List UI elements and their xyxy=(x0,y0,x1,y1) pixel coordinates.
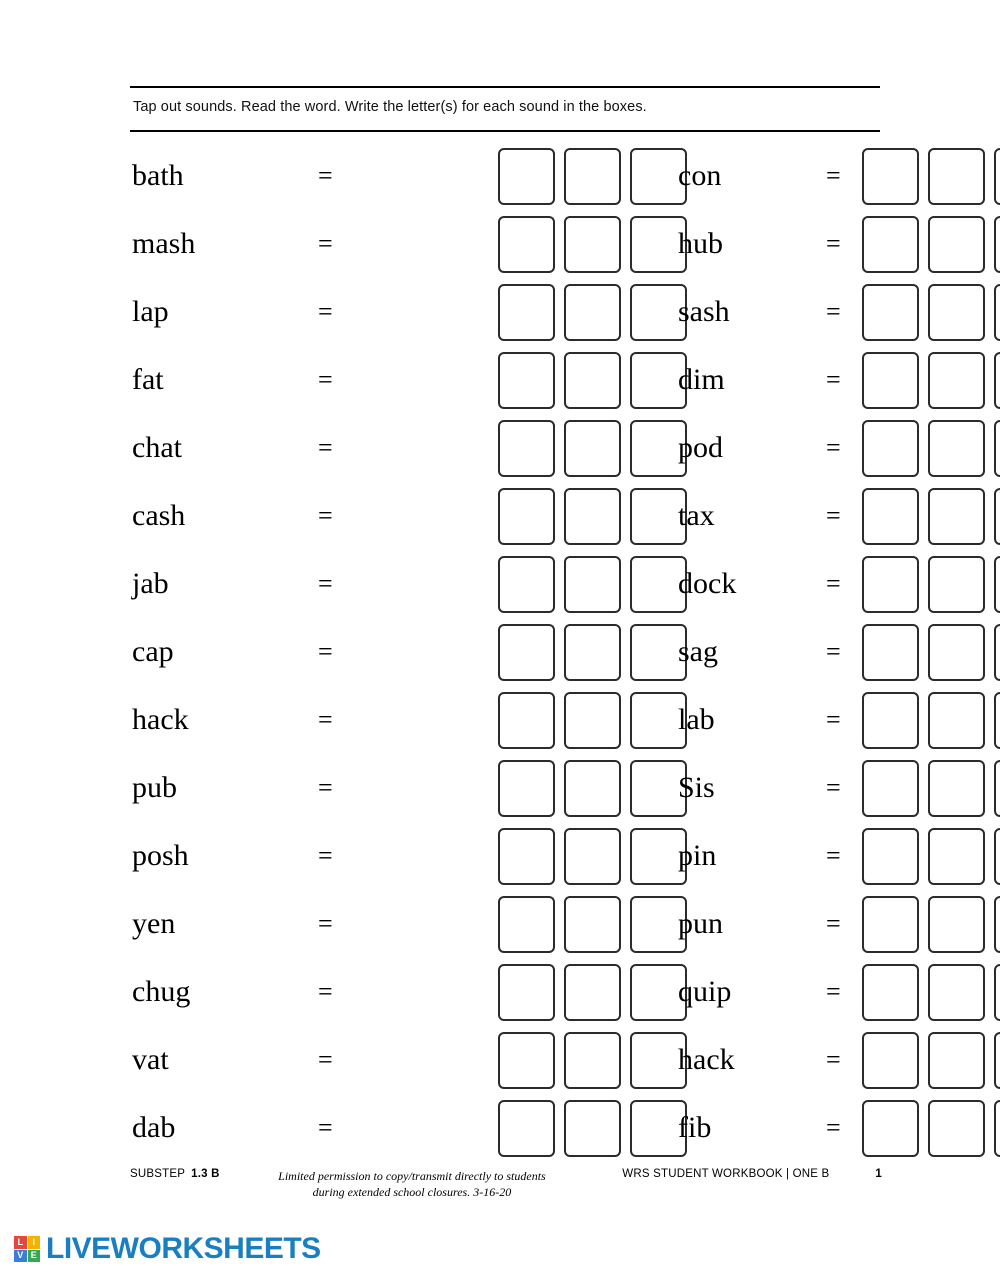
answer-box[interactable] xyxy=(928,828,985,885)
answer-box[interactable] xyxy=(564,488,621,545)
answer-box[interactable] xyxy=(564,828,621,885)
answer-boxes-group xyxy=(498,414,676,482)
equals-sign: = xyxy=(826,297,841,326)
word-label: posh xyxy=(132,839,189,872)
answer-box[interactable] xyxy=(498,964,555,1021)
word-label: lab xyxy=(678,703,715,736)
answer-box[interactable] xyxy=(498,692,555,749)
answer-box[interactable] xyxy=(498,896,555,953)
answer-box[interactable] xyxy=(928,284,985,341)
word-label: cash xyxy=(132,499,186,532)
logo-letter-i: I xyxy=(28,1236,41,1249)
equals-sign: = xyxy=(318,569,333,598)
equals-sign: = xyxy=(318,773,333,802)
answer-box[interactable] xyxy=(994,828,1000,885)
book-title: WRS STUDENT WORKBOOK | ONE B xyxy=(622,1168,830,1180)
word-label: hack xyxy=(678,1043,735,1076)
answer-box[interactable] xyxy=(994,284,1000,341)
answer-box[interactable] xyxy=(994,148,1000,205)
answer-box[interactable] xyxy=(928,964,985,1021)
word-label: sag xyxy=(678,635,718,668)
word-label: yen xyxy=(132,907,176,940)
answer-box[interactable] xyxy=(498,556,555,613)
answer-box[interactable] xyxy=(498,760,555,817)
answer-box[interactable] xyxy=(994,692,1000,749)
right-column-cell xyxy=(676,1026,880,1094)
answer-box[interactable] xyxy=(498,488,555,545)
equals-sign: = xyxy=(826,365,841,394)
equals-sign: = xyxy=(318,297,333,326)
right-column-cell xyxy=(676,482,880,550)
answer-box[interactable] xyxy=(862,624,919,681)
permission-line-1: Limited permission to copy/transmit directly to students xyxy=(278,1169,546,1183)
answer-box[interactable] xyxy=(928,624,985,681)
equals-sign: = xyxy=(826,501,841,530)
answer-box[interactable] xyxy=(862,760,919,817)
substep-value: 1.3 B xyxy=(191,1168,220,1180)
right-column-cell xyxy=(676,550,880,618)
answer-box[interactable] xyxy=(564,624,621,681)
permission-line-2: during extended school closures. 3-16-20 xyxy=(312,1185,512,1200)
equals-sign: = xyxy=(826,229,841,258)
word-label: fib xyxy=(678,1111,712,1144)
answer-box[interactable] xyxy=(498,1032,555,1089)
answer-boxes-group xyxy=(498,822,676,890)
answer-boxes-group xyxy=(498,550,676,618)
answer-box[interactable] xyxy=(862,352,919,409)
answer-box[interactable] xyxy=(862,964,919,1021)
answer-box[interactable] xyxy=(928,216,985,273)
answer-box[interactable] xyxy=(498,352,555,409)
answer-box[interactable] xyxy=(498,624,555,681)
right-column-cell xyxy=(676,958,880,1026)
equals-sign: = xyxy=(318,977,333,1006)
word-label: pub xyxy=(132,771,177,804)
answer-box[interactable] xyxy=(564,216,621,273)
right-column-cell xyxy=(676,142,880,210)
word-label: pod xyxy=(678,431,723,464)
answer-box[interactable] xyxy=(928,896,985,953)
answer-box[interactable] xyxy=(862,216,919,273)
word-label: hub xyxy=(678,227,723,260)
footer-book-info xyxy=(622,1168,882,1180)
answer-boxes-group xyxy=(498,278,676,346)
word-label: sash xyxy=(678,295,730,328)
right-column-cell xyxy=(676,618,880,686)
word-label: chat xyxy=(132,431,182,464)
answer-box[interactable] xyxy=(862,284,919,341)
answer-box[interactable] xyxy=(564,420,621,477)
equals-sign: = xyxy=(318,705,333,734)
answer-box[interactable] xyxy=(928,1100,985,1157)
logo-letter-e: E xyxy=(28,1250,41,1263)
answer-box[interactable] xyxy=(928,1032,985,1089)
right-column-cell xyxy=(676,414,880,482)
answer-boxes-group xyxy=(498,958,676,1026)
footer-substep xyxy=(130,1168,220,1180)
answer-box[interactable] xyxy=(498,1100,555,1157)
answer-box[interactable] xyxy=(498,284,555,341)
equals-sign: = xyxy=(318,841,333,870)
answer-boxes-group xyxy=(498,482,676,550)
word-label: bath xyxy=(132,159,184,192)
answer-box[interactable] xyxy=(862,828,919,885)
right-column-cell xyxy=(676,822,880,890)
answer-box[interactable] xyxy=(564,692,621,749)
answer-box[interactable] xyxy=(564,896,621,953)
answer-box[interactable] xyxy=(564,760,621,817)
right-column-cell xyxy=(676,1094,880,1162)
word-label: quip xyxy=(678,975,732,1008)
liveworksheets-logo-icon xyxy=(14,1236,40,1262)
answer-box[interactable] xyxy=(862,1100,919,1157)
answer-box[interactable] xyxy=(928,352,985,409)
equals-sign: = xyxy=(826,705,841,734)
answer-box[interactable] xyxy=(564,148,621,205)
instructions-text: Tap out sounds. Read the word. Write the letter(s) for each sound in the boxes. xyxy=(133,99,647,115)
liveworksheets-branding[interactable] xyxy=(14,1232,321,1266)
word-label: lap xyxy=(132,295,169,328)
answer-box[interactable] xyxy=(928,420,985,477)
answer-box[interactable] xyxy=(994,352,1000,409)
word-label: chug xyxy=(132,975,191,1008)
answer-box[interactable] xyxy=(498,828,555,885)
liveworksheets-wordmark: LIVEWORKSHEETS xyxy=(46,1232,321,1265)
right-column-cell xyxy=(676,210,880,278)
footer-permission xyxy=(262,1168,562,1200)
equals-sign: = xyxy=(826,1113,841,1142)
answer-box[interactable] xyxy=(928,148,985,205)
word-label: cap xyxy=(132,635,174,668)
word-label: fat xyxy=(132,363,164,396)
answer-box[interactable] xyxy=(564,964,621,1021)
answer-box[interactable] xyxy=(498,148,555,205)
answer-box[interactable] xyxy=(564,1100,621,1157)
equals-sign: = xyxy=(318,501,333,530)
right-column-cell xyxy=(676,278,880,346)
equals-sign: = xyxy=(826,637,841,666)
word-label: Sis xyxy=(678,771,715,804)
answer-box[interactable] xyxy=(994,488,1000,545)
word-label: hack xyxy=(132,703,189,736)
right-column-cell xyxy=(676,754,880,822)
answer-box[interactable] xyxy=(862,896,919,953)
answer-box[interactable] xyxy=(928,488,985,545)
word-label: vat xyxy=(132,1043,169,1076)
answer-boxes-group xyxy=(498,1094,676,1162)
answer-box[interactable] xyxy=(928,556,985,613)
answer-box[interactable] xyxy=(564,556,621,613)
answer-box[interactable] xyxy=(498,216,555,273)
equals-sign: = xyxy=(318,1113,333,1142)
answer-box[interactable] xyxy=(994,964,1000,1021)
answer-boxes-group xyxy=(498,346,676,414)
answer-box[interactable] xyxy=(862,556,919,613)
answer-boxes-group xyxy=(498,890,676,958)
logo-letter-v: V xyxy=(14,1250,27,1263)
answer-box[interactable] xyxy=(564,352,621,409)
answer-box[interactable] xyxy=(994,1100,1000,1157)
answer-box[interactable] xyxy=(994,760,1000,817)
answer-box[interactable] xyxy=(862,420,919,477)
answer-boxes-group xyxy=(498,1026,676,1094)
answer-box[interactable] xyxy=(862,148,919,205)
answer-box[interactable] xyxy=(564,1032,621,1089)
equals-sign: = xyxy=(318,161,333,190)
word-label: con xyxy=(678,159,722,192)
answer-boxes-group xyxy=(498,142,676,210)
equals-sign: = xyxy=(318,433,333,462)
equals-sign: = xyxy=(826,569,841,598)
word-label: pin xyxy=(678,839,717,872)
word-label: jab xyxy=(132,567,169,600)
equals-sign: = xyxy=(826,773,841,802)
worksheet-body xyxy=(130,86,880,1162)
equals-sign: = xyxy=(318,637,333,666)
answer-boxes-group xyxy=(498,618,676,686)
word-label: dock xyxy=(678,567,737,600)
answer-box[interactable] xyxy=(994,1032,1000,1089)
answer-box[interactable] xyxy=(994,420,1000,477)
equals-sign: = xyxy=(826,433,841,462)
word-label: tax xyxy=(678,499,715,532)
right-column-cell xyxy=(676,890,880,958)
right-column-cell xyxy=(676,346,880,414)
equals-sign: = xyxy=(318,909,333,938)
word-label: dab xyxy=(132,1111,176,1144)
equals-sign: = xyxy=(826,841,841,870)
answer-box[interactable] xyxy=(862,488,919,545)
substep-label: SUBSTEP xyxy=(130,1168,186,1180)
equals-sign: = xyxy=(318,365,333,394)
logo-letter-l: L xyxy=(14,1236,27,1249)
equals-sign: = xyxy=(826,909,841,938)
answer-box[interactable] xyxy=(862,692,919,749)
equals-sign: = xyxy=(318,1045,333,1074)
page-number: 1 xyxy=(875,1168,882,1180)
answer-box[interactable] xyxy=(994,216,1000,273)
answer-boxes-group xyxy=(498,754,676,822)
equals-sign: = xyxy=(826,161,841,190)
page-footer xyxy=(130,1168,882,1200)
word-label: mash xyxy=(132,227,196,260)
answer-box[interactable] xyxy=(994,624,1000,681)
equals-sign: = xyxy=(318,229,333,258)
answer-boxes-group xyxy=(498,210,676,278)
equals-sign: = xyxy=(826,1045,841,1074)
answer-box[interactable] xyxy=(928,760,985,817)
word-label: pun xyxy=(678,907,723,940)
answer-box[interactable] xyxy=(994,556,1000,613)
word-label: dim xyxy=(678,363,725,396)
answer-box[interactable] xyxy=(564,284,621,341)
answer-box[interactable] xyxy=(862,1032,919,1089)
answer-box[interactable] xyxy=(498,420,555,477)
answer-box[interactable] xyxy=(994,896,1000,953)
equals-sign: = xyxy=(826,977,841,1006)
answer-box[interactable] xyxy=(928,692,985,749)
answer-boxes-group xyxy=(498,686,676,754)
bottom-divider xyxy=(130,130,880,132)
word-grid xyxy=(130,142,880,1162)
right-column-cell xyxy=(676,686,880,754)
